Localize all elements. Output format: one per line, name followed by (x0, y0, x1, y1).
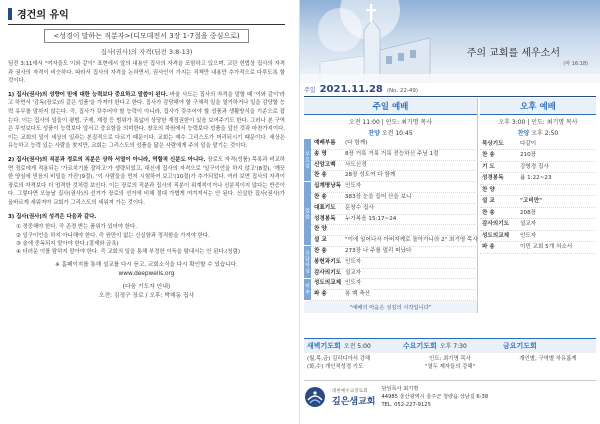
issue-number: (No. 22-49) (386, 88, 419, 94)
morning-praise: 찬양 오전 10:45 (368, 130, 413, 137)
motto-reference: (마 16:18) (563, 61, 588, 67)
church-address: 44985 울산광역시 울주군 청량읍 상남길 6-38 (381, 394, 489, 400)
morning-rows (311, 139, 478, 301)
point-1 (8, 91, 285, 151)
evening-row: 성도의교제 인도자 (480, 231, 596, 242)
order-row: 봉헌과기도 인도자 (311, 258, 478, 269)
church-contact (381, 385, 488, 409)
homepage-note: ※ 홈페이지를 통해 설교를 다시 듣고, 교회소식을 다시 확인할 수 있습니다. (55, 261, 238, 268)
sermon-series-box: <성경이 말하는 직분자>(디모데전서 3장 1-7절을 중심으로) (44, 29, 248, 43)
worship-quote: "예배의 마음은 성김의 시작입니다" (304, 301, 477, 313)
prayer-meeting-headers (304, 338, 596, 353)
friday-prayer-header: 금요기도회 (503, 342, 537, 350)
evening-time: 오후 3:00 | 인도: 최기명 목사 (498, 118, 578, 126)
worship-columns (304, 98, 596, 313)
website-link[interactable]: www.deepwells.org (118, 270, 175, 277)
morning-title: 주일 예배 (304, 98, 477, 115)
evening-row: 설 교 "고비만" (480, 196, 596, 207)
section-sending: 파송 (304, 279, 311, 301)
right-page (300, 0, 600, 424)
evening-row: 묵상기도 다같이 (480, 139, 596, 150)
point-3 (8, 213, 285, 222)
list-item: ③ 술에 중독되지 말아야 한다.(절제와 금욕) (16, 240, 119, 247)
point-2-body: 장로도 자격(성품) 목록과 비교하면 정로에게 적용되는 '가르치기를 잘하고'가 생략되었고, 대신에 집사의 자격으로 '일구이언을 하지 않고'(8절), '깨끗한 양심에 믿음의 비밀을 가진'(9절), '이 사람들을 먼저 시험하여 보고'(10절)가 추가되었다. 여러 보면 집사의 자격이 장로의 자격보다 더 엄격한 것처럼 보인다. 이는 장로의 직분과 집사의 직분이 위계적이거나 신분적이지 않다는 반증이다. 그렇다면 오늘날 집사(권사)의 선거가 장로의 선거에 비해 절대 가볍게 여겨져서는 안 된다. 신실한 집사(권사)가 올바르게 세워져야 교회가 그리스도의 세워져 가는 것이다. (8, 156, 286, 206)
dawn-prayer-header: 새벽기도회 오전 5:00 (307, 342, 371, 350)
order-row: 신앙고백 사도신경 (311, 161, 478, 172)
evening-row: 감사의기도 설교자 (480, 219, 596, 230)
church-logo-icon (304, 386, 326, 408)
date-label: 주일 (304, 87, 316, 94)
prayer-meetings (304, 338, 596, 371)
evening-service (478, 98, 596, 313)
evening-praise: 찬양 오후 2:50 (517, 130, 559, 137)
list-item: ① 정중해야 한다. 즉 존경 받는 품위가 있어야 한다. (16, 224, 137, 231)
dawn-prayer-details: (월,목,금) 김리디아서 강해 (화,수) 개인적성경 기도 (307, 356, 371, 370)
evening-row: 찬 송 210장 (480, 150, 596, 161)
order-row: 찬 송 273장 나 주를 멀리 떠났다 (311, 247, 478, 258)
church-building-illustration (300, 0, 600, 83)
next-prayer-body: 오전: 김정구 장로 / 오후: 박해동 집사 (98, 292, 195, 299)
order-row: 설 교 "이에 일어나서 아버지께로 돌아가니라 2" 최기명 목사 (311, 236, 478, 247)
bulletin-date (304, 84, 596, 97)
order-row: 찬 송 383장 눈을 들어 산을 보니 (311, 193, 478, 204)
evening-row: 성경봉독 욥 1:22~23 (480, 173, 596, 184)
order-row: 찬 양 (311, 225, 478, 236)
morning-order (304, 139, 477, 301)
order-row: 대표기도 문창수 집사 (311, 204, 478, 215)
point-2 (8, 156, 285, 208)
order-row: 파 송 봉 백 축산 (311, 290, 478, 301)
morning-time: 오전 11:00 | 인도: 최기명 목사 (348, 118, 433, 126)
page-title: 경건의 유익 (17, 10, 69, 21)
left-header (8, 6, 285, 25)
point-1-title: 1) 집사(권사)의 성향이 믿에 대한 능력보다 중요하고 말씀이 된다. (8, 91, 168, 98)
section-calling: 부르심 (304, 139, 311, 182)
order-row: 성경봉독 누가복음 15:17~24 (311, 215, 478, 226)
qualification-list (16, 223, 285, 257)
point-2-title: 2) 집사(권사)의 직분과 정로의 직분은 상하 서열이 아니라, 역할적 신분도 아니다. (8, 156, 206, 163)
evening-row: 찬 송 208장 (480, 208, 596, 219)
church-info (304, 380, 596, 409)
hero-banner (300, 0, 600, 83)
evening-row: 파 송 이민 교회 5개 처소서 (480, 242, 596, 253)
evening-row: 찬 양 (480, 185, 596, 196)
next-prayer-title: (다음 기도자 안내) (122, 283, 171, 290)
sermon-series (8, 29, 285, 43)
list-item: ② 일구이언을 하지 아니해야 한다. 즉 원만이 없는 신실함과 정직함을 가져야 한다. (16, 232, 210, 239)
morning-service (304, 98, 478, 313)
order-row: 예배부름 (다 함께) (311, 139, 478, 150)
section-word: 말씀 (304, 182, 311, 246)
church-motto: 주의 교회를 세우소서 (466, 48, 560, 59)
wednesday-prayer-header: 수요기도회 오후 7:30 (403, 342, 467, 350)
section-response: 응답하심 (304, 246, 311, 279)
list-item: ④ 더러운 이를 탐하지 말아야 한다. 즉 교회의 일을 통해 부정한 이득을 탐내서는 안 된다.(청렴) (16, 249, 240, 256)
pastor-name: 담임목사 최기명 (381, 386, 419, 392)
header-bar (8, 8, 12, 20)
point-1-body: 바울 사도는 집사의 자격을 말할 때 '이와 같이'라고 하면서 '감독(장로)의 같은 성품'을 가져야 한다고 한다. 집사가 감당해야 할 구체적 일을 열거하거나 일을 감당할 능력 유무를 말하지 않는다. 즉, 집사가 갖추어야 할 능력이 아니라, 집사가 갖추어야 할 성품과 생활방식을 기준으로 잡는다. 이는 집사의 일들이 평범, 구제, 재정 등 범위가 폭넓어 상당한 재정권한이 있음 보여주기도 한다. 그러나 본 구역은 무엇보다도 성품이 능력보다 앞서고 중요함을 의미한다. 창조의 차원에서 능력보다 성품을 앞선 것과 마찬가지이다. 이는 교회의 일이 세상의 일과는 본질적으로 다르기 때문이다. 교회는 예수 그리스도가 머리되시기 때문이다. 세상은 유능하고 능력 있는 사람을 찾지만, 교회는 그리스도의 성품을 닮은 사람에게 주의 일을 맡기는 것이다. (8, 91, 286, 150)
evening-row: 기 도 강형경 집사 (480, 162, 596, 173)
prayer-meeting-details (304, 353, 596, 371)
evening-title: 오후 예배 (480, 98, 596, 115)
church-name: 대한예수교장로회 깊은샘교회 (332, 389, 376, 407)
friday-prayer-details: 개인별, 구역별 자유롭게 (519, 356, 577, 362)
wednesday-prayer-details: 인도: 최기명 목사 "열두 제자들의 강해" (424, 356, 476, 370)
order-sections (304, 139, 311, 301)
order-row: 성도의교제 인도자 (311, 279, 478, 290)
denomination: 대한예수교장로회 (332, 389, 368, 394)
church-phone: TEL. 052-227-9125 (381, 402, 431, 408)
intro-paragraph: 딤전 3:11에서 "여자들도 이와 같이" 표현에서 앞의 내용인 집사의 자격을 포함하고 있으며, 교단 헌법상 집사의 자격과 권사의 자격이 비슷하다. 따라서 집사의 자격을 논하면서, 권사인이 가지는 직책만 내용만 추가적으로 다루도록 할 것이다. (8, 61, 285, 85)
order-row: 송 영 8장 거룩 거룩 거룩 전능하신 주님 1절 (311, 150, 478, 161)
order-row: 감사의기도 설교자 (311, 269, 478, 280)
section-title: 집사(권사)의 자격(딤전 3:8-13) (100, 48, 193, 56)
date-value: 2021.11.28 (319, 84, 383, 95)
point-3-title: 3) 집사(권사)의 성격은 다음과 같다. (8, 213, 97, 220)
order-row: 찬 송 28장 성도여 다 함께 (311, 171, 478, 182)
order-row: 십계명낭독 인도자 (311, 182, 478, 193)
